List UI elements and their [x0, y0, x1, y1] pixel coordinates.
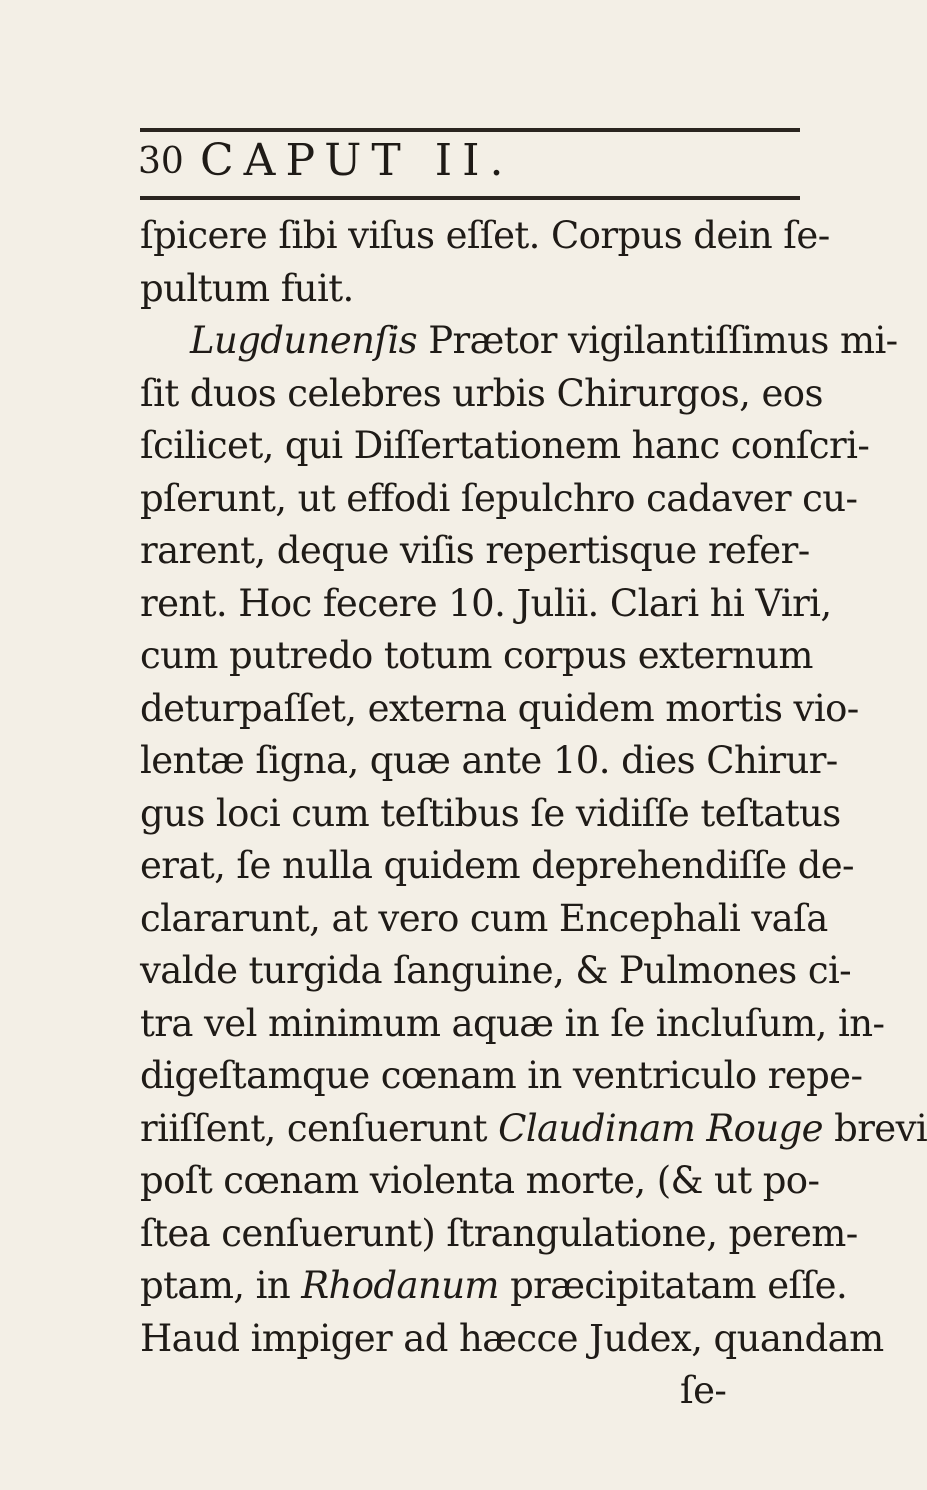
text-line: valde turgida ſanguine, & Pulmones ci- — [140, 949, 852, 992]
text-line — [140, 1103, 927, 1156]
page-header — [138, 132, 800, 194]
person-name: Claudinam Rouge — [498, 1106, 823, 1150]
text-line: ſit duos celebres urbis Chirurgos, eos — [140, 371, 823, 415]
text-segment: ptam, in — [140, 1264, 302, 1307]
text-line: digeſtamque cœnam in ventriculo repe- — [140, 1054, 863, 1097]
text-line: deturpaſſet, externa quidem mortis vio- — [140, 686, 859, 730]
text-segment: brevi — [822, 1106, 927, 1150]
text-line: lentæ ſigna, quæ ante 10. dies Chirur- — [140, 739, 838, 782]
text-line: ſtea cenſuerunt) ſtrangulatione, perem- — [140, 1211, 858, 1255]
body-text — [140, 210, 927, 1418]
running-head: CAPUT II. — [200, 135, 514, 186]
text-line: erat, ſe nulla quidem deprehendiſſe de- — [140, 844, 854, 887]
place-name: Lugdunenſis — [190, 319, 418, 362]
text-line: ſcilicet, qui Diſſertationem hanc conſcri- — [140, 424, 870, 467]
text-line: clararunt, at vero cum Encephali vaſa — [140, 896, 828, 940]
text-line — [140, 1260, 848, 1313]
text-line: poſt cœnam violenta morte, (& ut po- — [140, 1159, 820, 1202]
text-segment: riiſſent, cenſuerunt — [140, 1106, 499, 1150]
header-bottom-rule — [140, 196, 800, 200]
text-line: cum putredo totum corpus externum — [140, 634, 813, 677]
text-line: Haud impiger ad hæcce Judex, quandam — [140, 1316, 884, 1360]
page-number: 30 — [138, 141, 184, 182]
text-line: rarent, deque viſis repertisque refer- — [140, 529, 810, 572]
text-line: pſerunt, ut effodi ſepulchro cadaver cu- — [140, 476, 858, 520]
text-line: tra vel minimum aquæ in ſe incluſum, in- — [140, 1001, 885, 1045]
text-line: pultum fuit. — [140, 266, 354, 310]
text-segment: præcipitatam eſſe. — [498, 1264, 848, 1307]
catchword: ſe- — [680, 1369, 727, 1412]
river-name: Rhodanum — [301, 1264, 499, 1307]
text-line: gus loci cum teſtibus ſe vidiſſe teſtatus — [140, 791, 841, 835]
text-line: ſpicere ſibi viſus eſſet. Corpus dein ſe- — [140, 214, 830, 257]
text-line — [140, 315, 898, 368]
text-segment: Prætor vigilantiſſimus mi- — [417, 319, 898, 362]
text-line: rent. Hoc fecere 10. Julii. Clari hi Viri, — [140, 581, 832, 625]
